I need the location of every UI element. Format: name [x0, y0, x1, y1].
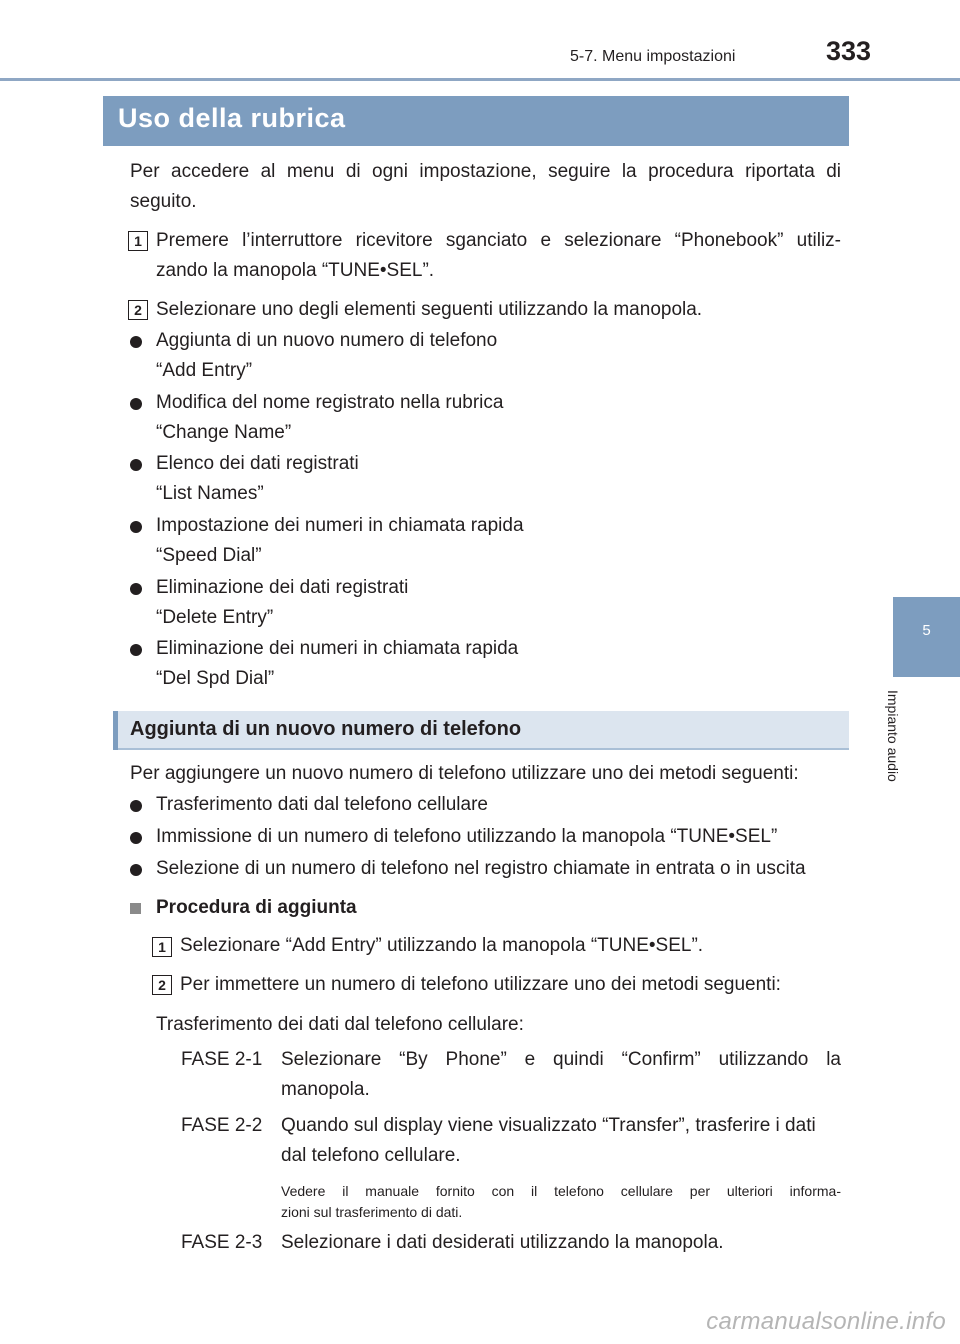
option-command: “Del Spd Dial” [156, 668, 275, 689]
bullet-icon [130, 644, 142, 656]
option-label: Aggiunta di un nuovo numero di telefono [156, 330, 498, 351]
procedure-step-2-text: Per immettere un numero di telefono utilizzare uno dei metodi seguenti: [180, 974, 781, 995]
phase-1-line-2: manopola. [281, 1079, 370, 1100]
option-command: “Delete Entry” [156, 607, 274, 628]
bullet-icon [130, 336, 142, 348]
option-label: Eliminazione dei dati registrati [156, 577, 409, 598]
section-title: Uso della rubrica [118, 103, 346, 133]
procedure-step-number-1: 1 [152, 937, 172, 957]
method-item: Trasferimento dati dal telefono cellulare [156, 794, 488, 815]
step-2-text: Selezionare uno degli elementi seguenti utilizzando la manopola. [156, 299, 703, 320]
procedure-step-number-2: 2 [152, 975, 172, 995]
subsection-title: Aggiunta di un nuovo numero di telefono [130, 718, 522, 740]
option-label: Elenco dei dati registrati [156, 453, 359, 474]
chapter-tab-label-wrapper [885, 690, 917, 820]
method-item: Selezione di un numero di telefono nel registro chiamate in entrata o in uscita [156, 858, 806, 879]
intro-line-2: seguito. [130, 191, 197, 212]
section-label: 5-7. Menu impostazioni [570, 48, 736, 65]
step-1-line-2: zando la manopola “TUNE•SEL”. [156, 260, 435, 281]
option-label: Eliminazione dei numeri in chiamata rapida [156, 638, 519, 659]
chapter-tab-number: 5 [922, 622, 931, 639]
option-command: “List Names” [156, 483, 264, 504]
chapter-tab-label: Impianto audio [885, 690, 901, 782]
bullet-icon [130, 832, 142, 844]
procedure-step-1-text: Selezionare “Add Entry” utilizzando la manopola “TUNE•SEL”. [180, 935, 704, 956]
option-command: “Add Entry” [156, 360, 253, 381]
square-bullet-icon [130, 903, 141, 914]
bullet-icon [130, 800, 142, 812]
step-number-1: 1 [128, 231, 148, 251]
subsection-intro: Per aggiungere un nuovo numero di telefono utilizzare uno dei metodi seguenti: [130, 763, 799, 784]
note-line-1: Vedere il manuale fornito con il telefono cellulare per ulteriori informa- [281, 1183, 841, 1199]
phase-2-line-2: dal telefono cellulare. [281, 1145, 461, 1166]
phase-code: FASE 2-2 [181, 1115, 263, 1136]
phase-2-line-1: Quando sul display viene visualizzato “Transfer”, trasferire i dati [281, 1115, 816, 1136]
watermark: carmanualsonline.info [706, 1308, 946, 1335]
header-rule [0, 78, 960, 81]
step-number-2: 2 [128, 300, 148, 320]
subsection-accent [113, 711, 118, 750]
phase-1-line-1: Selezionare “By Phone” e quindi “Confirm” utilizzando la [281, 1049, 841, 1070]
page-number: 333 [826, 36, 872, 66]
option-command: “Change Name” [156, 422, 292, 443]
phase-3-line-1: Selezionare i dati desiderati utilizzando la manopola. [281, 1232, 724, 1253]
note-line-2: zioni sul trasferimento di dati. [281, 1204, 463, 1220]
phase-code: FASE 2-1 [181, 1049, 263, 1070]
intro-line-1: Per accedere al menu di ogni impostazione, seguire la procedura riportata di [130, 161, 841, 182]
method-item: Immissione di un numero di telefono utilizzando la manopola “TUNE•SEL” [156, 826, 778, 847]
option-command: “Speed Dial” [156, 545, 262, 566]
phase-code: FASE 2-3 [181, 1232, 263, 1253]
transfer-label: Trasferimento dei dati dal telefono cellulare: [156, 1014, 524, 1035]
bullet-icon [130, 583, 142, 595]
bullet-icon [130, 521, 142, 533]
option-label: Impostazione dei numeri in chiamata rapida [156, 515, 524, 536]
bullet-icon [130, 459, 142, 471]
bullet-icon [130, 398, 142, 410]
step-1-line-1: Premere l’interruttore ricevitore sganciato e selezionare “Phonebook” utiliz- [156, 230, 841, 251]
procedure-heading: Procedura di aggiunta [156, 897, 357, 918]
bullet-icon [130, 864, 142, 876]
option-label: Modifica del nome registrato nella rubrica [156, 392, 504, 413]
